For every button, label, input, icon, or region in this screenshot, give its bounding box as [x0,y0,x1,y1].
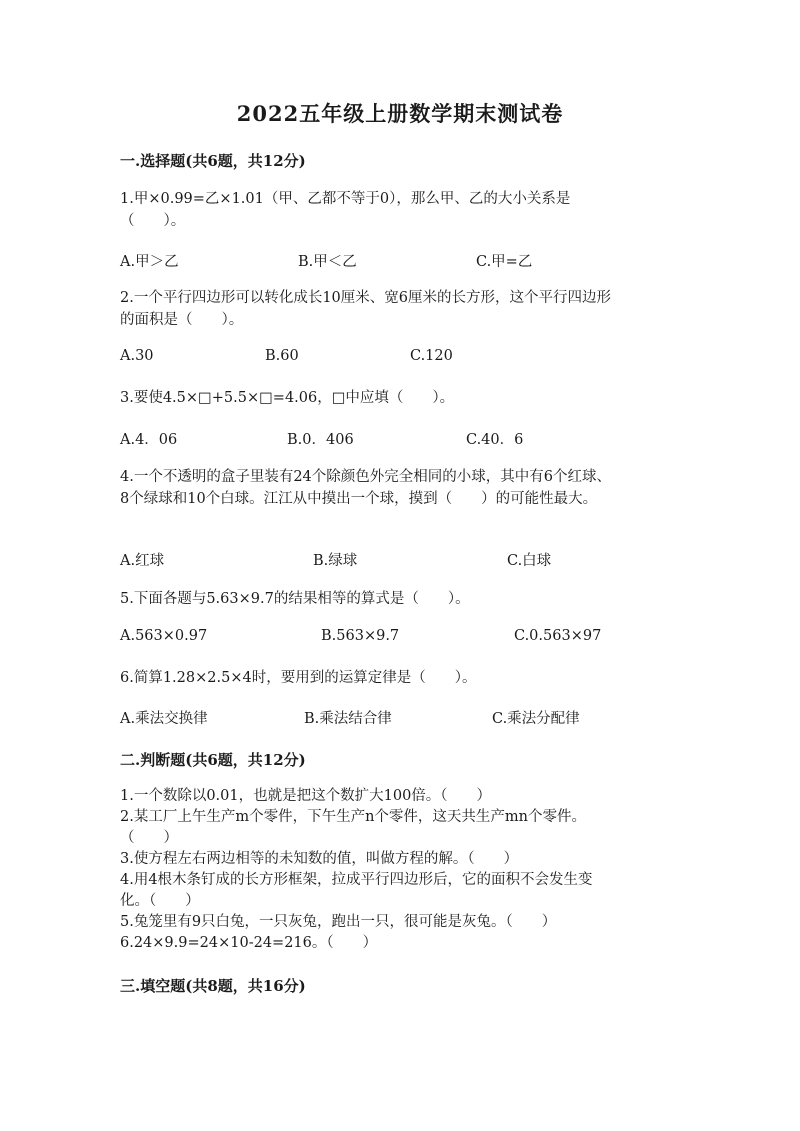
section-fill-title: 三.填空题(共8题，共16分) [120,977,306,995]
judgment-line: 4.用4根木条钉成的长方形框架，拉成平行四边形后，它的面积不会发生变 [120,872,593,888]
option-c: C.乘法分配律 [492,711,580,727]
judgment-list [120,786,680,954]
question-text-line: 6.简算1.28×2.5×4时，要用到的运算定律是（ ）。 [120,670,477,686]
question-1 [120,188,680,232]
question-text-line: 3.要使4.5×□+5.5×□=4.06，□中应填（ ）。 [120,390,455,406]
option-c: C.120 [410,348,453,364]
question-text-line: 5.下面各题与5.63×9.7的结果相等的算式是（ ）。 [120,591,470,607]
question-4 [120,466,680,510]
option-a: A.4．06 [120,432,178,448]
option-c: C.白球 [507,553,552,569]
option-a: A.红球 [120,553,165,569]
option-a: A.甲＞乙 [120,254,179,270]
judgment-line: （ ） [120,830,178,846]
option-b: B.绿球 [313,553,358,569]
question-text-line: 1.甲×0.99=乙×1.01（甲、乙都不等于0），那么甲、乙的大小关系是 [120,191,571,207]
judgment-line: 1.一个数除以0.01，也就是把这个数扩大100倍。（ ） [120,788,492,804]
option-b: B.甲＜乙 [298,254,357,270]
question-text-line: 4.一个不透明的盒子里装有24个除颜色外完全相同的小球，其中有6个红球、 [120,469,612,485]
option-b: B.60 [265,348,299,364]
option-a: A.30 [120,348,154,364]
option-b: B.563×9.7 [321,628,400,644]
question-3 [120,387,680,409]
option-c: C.40．6 [466,432,524,448]
judgment-line: 化。（ ） [120,893,200,909]
option-c: C.0.563×97 [514,628,602,644]
page-title: 2022五年级上册数学期末测试卷 [236,101,564,126]
option-c: C.甲=乙 [476,254,533,270]
question-5 [120,588,680,610]
judgment-line: 6.24×9.9=24×10-24=216。（ ） [120,935,378,951]
option-b: B.0．406 [287,432,354,448]
option-b: B.乘法结合律 [304,711,392,727]
judgment-line: 3.使方程左右两边相等的未知数的值，叫做方程的解。（ ） [120,851,519,867]
option-a: A.563×0.97 [120,628,208,644]
option-a: A.乘法交换律 [120,711,208,727]
question-text-line: （ ）。 [120,213,186,229]
question-6 [120,667,680,689]
section-judgment-title: 二.判断题(共6题，共12分) [120,751,306,769]
question-2 [120,287,680,331]
section-choice-title: 一.选择题(共6题，共12分) [120,152,306,170]
question-text-line: 的面积是（ ）。 [120,312,244,328]
judgment-line: 2.某工厂上午生产m个零件，下午生产n个零件，这天共生产mn个零件。 [120,809,587,825]
question-text-line: 2.一个平行四边形可以转化成长10厘米、宽6厘米的长方形，这个平行四边形 [120,290,612,306]
judgment-line: 5.兔笼里有9只白兔，一只灰兔，跑出一只，很可能是灰兔。（ ） [120,914,557,930]
question-text-line: 8个绿球和10个白球。江江从中摸出一个球，摸到（ ）的可能性最大。 [120,491,598,507]
